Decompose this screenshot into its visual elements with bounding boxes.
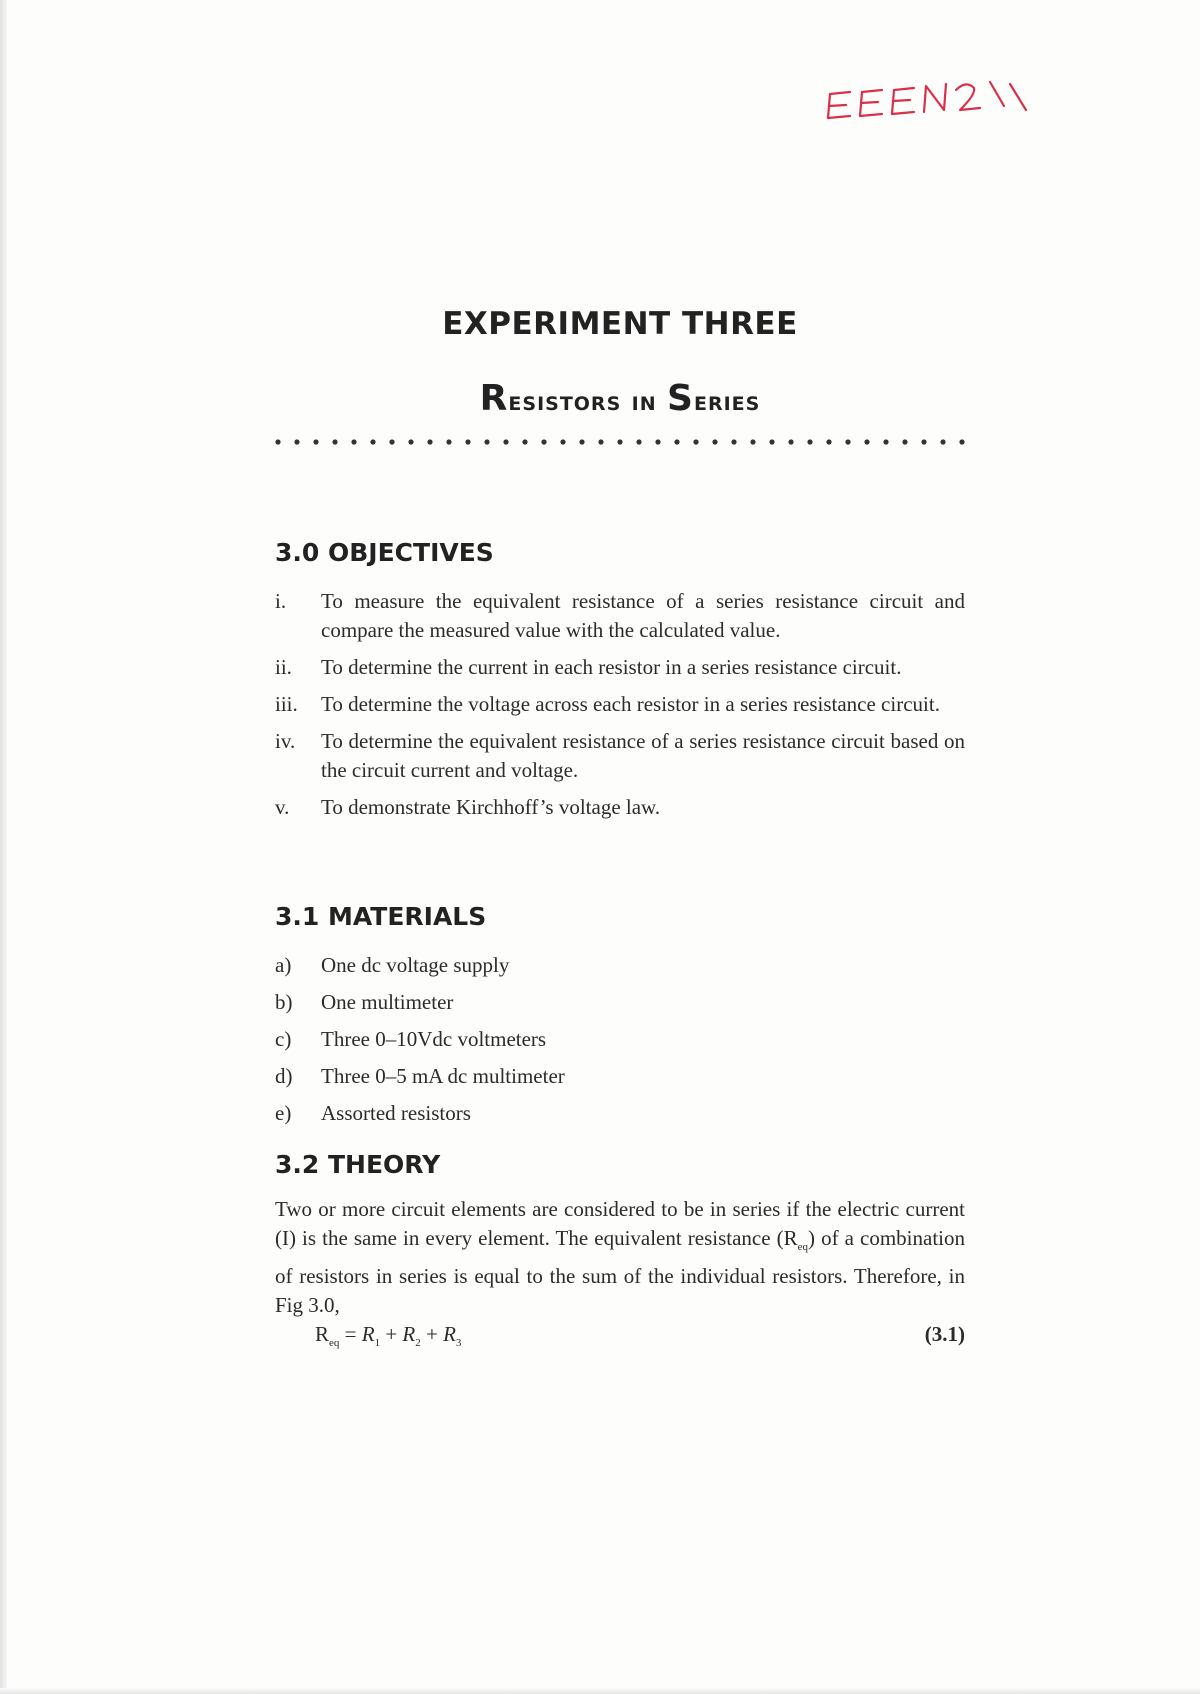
divider-dot [541, 439, 546, 444]
divider-dot [408, 439, 413, 444]
list-item: b) One multimeter [275, 990, 454, 1014]
list-item: d) Three 0–5 mA dc multimeter [275, 1064, 565, 1088]
experiment-title: Resistors in Series [479, 378, 761, 419]
list-item: iii. To determine the voltage across each resistor in a series resistance circuit. [275, 692, 940, 716]
divider-dot [484, 439, 489, 444]
divider-dot [769, 439, 774, 444]
divider-dot [313, 439, 318, 444]
divider-dot [446, 439, 451, 444]
divider-dot [636, 439, 641, 444]
list-item: e) Assorted resistors [275, 1101, 471, 1125]
handwritten-course-code [820, 70, 1060, 140]
divider-dot [693, 439, 698, 444]
experiment-label: EXPERIMENT THREE [442, 306, 798, 342]
divider-dot [598, 439, 603, 444]
divider-dot [294, 439, 299, 444]
divider-dot [883, 439, 888, 444]
equation-3-1 [315, 1322, 965, 1362]
equation-expression: $R_{eq} = R_1 + R_2 + R_3$ [315, 1322, 462, 1350]
divider-dot [712, 439, 717, 444]
scan-shadow-bottom [0, 1688, 1200, 1694]
divider-dot [655, 439, 660, 444]
divider-dot [826, 439, 831, 444]
divider-dot [940, 439, 945, 444]
dotted-divider [275, 437, 965, 447]
equation-number: (3.1) [924, 1322, 965, 1346]
list-item: ii. To determine the current in each resistor in a series resistance circuit. [275, 655, 902, 679]
divider-dot [959, 439, 964, 444]
divider-dot [845, 439, 850, 444]
divider-dot [921, 439, 926, 444]
divider-dot [465, 439, 470, 444]
divider-dot [731, 439, 736, 444]
scan-shadow-left [0, 0, 7, 1694]
objectives-heading: 3.0 OBJECTIVES [275, 538, 494, 567]
divider-dot [389, 439, 394, 444]
divider-dot [750, 439, 755, 444]
divider-dot [902, 439, 907, 444]
list-item: iv. To determine the equivalent resistance of a series resistance circuit based on the circuit current and voltage. [275, 729, 965, 782]
theory-heading: 3.2 THEORY [275, 1150, 441, 1179]
divider-dot [522, 439, 527, 444]
divider-dot [807, 439, 812, 444]
materials-list [275, 951, 965, 1136]
divider-dot [560, 439, 565, 444]
list-item: i. To measure the equivalent resistance of a series resistance circuit and compare the measured value with the calculated value. [275, 589, 965, 642]
divider-dot [617, 439, 622, 444]
theory-paragraph: Two or more circuit elements are considered to be in series if the electric current (I) is the same in every element. The equivalent resistance $(R_{eq})$ of a combination of resistors in series is equal to the sum of the individual resistors. Therefore, in Fig 3.0, [275, 1197, 965, 1318]
divider-dot [503, 439, 508, 444]
list-item: v. To demonstrate Kirchhoff’s voltage law. [275, 795, 661, 819]
divider-dot [864, 439, 869, 444]
divider-dot [788, 439, 793, 444]
divider-dot [332, 439, 337, 444]
divider-dot [351, 439, 356, 444]
divider-dot [427, 439, 432, 444]
materials-heading: 3.1 MATERIALS [275, 902, 487, 931]
divider-dot [275, 439, 280, 444]
divider-dot [370, 439, 375, 444]
divider-dot [674, 439, 679, 444]
list-item: a) One dc voltage supply [275, 953, 510, 977]
divider-dot [579, 439, 584, 444]
list-item: c) Three 0–10Vdc voltmeters [275, 1027, 547, 1051]
objectives-list [275, 587, 965, 830]
